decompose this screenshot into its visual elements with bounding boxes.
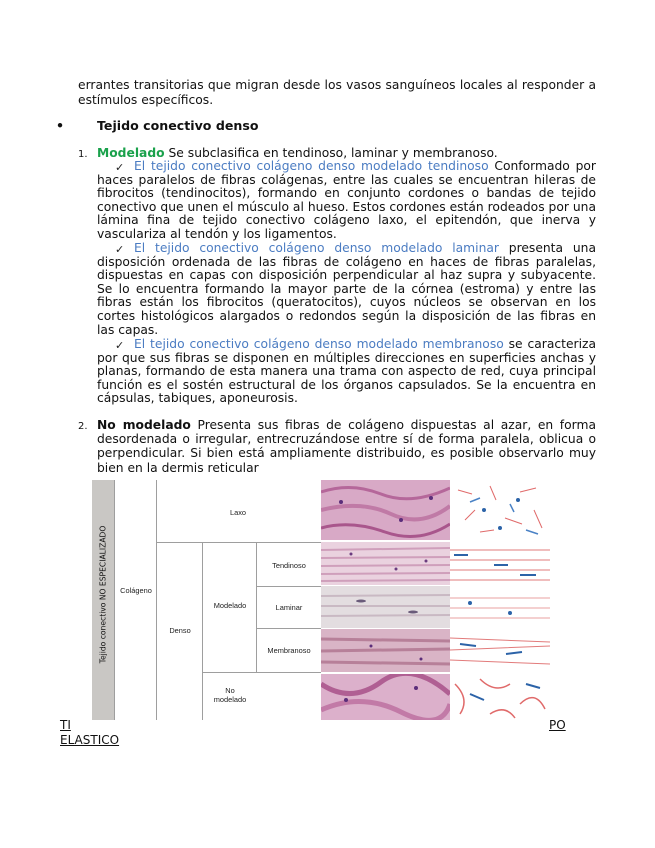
subitem-text: Conformado por haces paralelos de fibras colágenas, entre las cuales se encuentran hileras de fibrocitos (tendinocitos), formando en conjunto cordones o bandas de tejido conectivo que unen el músculo al hueso. Estos cordones están rodeados por una lámina fina de tejido conectivo colágeno laxo, el epitendón, que inerva y vasculariza al tendón y los ligamentos. — [97, 159, 596, 241]
figure-label-colageno: Colágeno — [120, 586, 152, 595]
item-text: Se subclasifica en tendinoso, laminar y membranoso. — [164, 146, 498, 160]
bullet-marker: • — [56, 118, 65, 133]
drawing-no-modelado — [450, 674, 550, 720]
list-number: 1. — [78, 149, 88, 160]
classification-figure — [92, 480, 550, 720]
drawing-modelado — [450, 542, 550, 672]
subitem-text: se caracteriza por que sus fibras se disponen en múltiples direcciones en superficies anchas y planas, formando de esta manera una trama con aspecto de red, cuya principal función es el sostén estructural de los órganos capsulados. Se la encuentra en cápsulas, tabiques, aponeurosis. — [97, 337, 596, 406]
list-item-no-modelado — [97, 418, 596, 475]
figure-label-membranoso: Membranoso — [267, 646, 311, 655]
micrograph-tendinoso — [321, 542, 450, 585]
subitem-laminar — [97, 242, 596, 337]
figure-label-laxo: Laxo — [229, 508, 247, 517]
micrograph-laminar — [321, 586, 450, 628]
micrograph-laxo — [321, 480, 450, 540]
figure-label-laminar: Laminar — [275, 603, 303, 612]
subitem-tendinoso — [97, 160, 596, 242]
text-fragment-left: TI — [60, 718, 71, 732]
subitem-membranoso — [97, 338, 596, 406]
item-label: Modelado — [97, 146, 165, 160]
list-number: 2. — [78, 421, 88, 432]
check-icon: ✓ — [115, 161, 125, 174]
section-heading — [56, 118, 596, 133]
section-title: Tejido conectivo denso — [97, 118, 259, 133]
intro-paragraph: errantes transitorias que migran desde los vasos sanguíneos locales al responder a estímulos específicos. — [78, 78, 596, 107]
check-icon: ✓ — [115, 339, 125, 352]
text-fragment-right: PO — [549, 718, 566, 732]
item-label: No modelado — [97, 418, 191, 432]
figure-label-modelado: Modelado — [213, 601, 247, 610]
subitem-label: El tejido conectivo colágeno denso modelado tendinoso — [134, 159, 489, 173]
list-item-modelado — [97, 146, 597, 160]
figure-label-denso: Denso — [169, 626, 191, 635]
item-text: Presenta sus fibras de colágeno dispuestas al azar, en forma desordenada o irregular, entrecruzándose entre sí de forma paralela, oblicua o perpendicular. Si bien está ampliamente distribuido, es posible observarlo muy bien en la dermis reticular — [97, 418, 596, 475]
micrograph-no-modelado — [321, 674, 450, 720]
subitem-label: El tejido conectivo colágeno denso modelado laminar — [134, 241, 499, 255]
figure-label-tendinoso: Tendinoso — [272, 561, 306, 570]
figure-side-label: Tejido conectivo NO ESPECIALIZADO — [98, 525, 108, 664]
text-fragment-elastico: ELASTICO — [60, 733, 120, 747]
figure-side-bar — [92, 480, 114, 720]
subitem-text: presenta una disposición ordenada de las fibras de colágeno en haces de fibras paralelas, dispuestas en capas con disposición perpendicular al haz supra y subyacente. Se lo encuentra formando la mayor parte de la córnea (estroma) y entre las fibras están los fibrocitos (queratocitos), cuyos núcleos se observan en los cortes histológicos alargados o redondos según la disposición de las fibras en las capas. — [97, 241, 596, 337]
figure-label-no-modelado: No modelado — [213, 686, 247, 704]
drawing-laxo — [450, 480, 550, 540]
subitem-label: El tejido conectivo colágeno denso modelado membranoso — [134, 337, 504, 351]
micrograph-membranoso — [321, 629, 450, 672]
check-icon: ✓ — [115, 243, 125, 256]
